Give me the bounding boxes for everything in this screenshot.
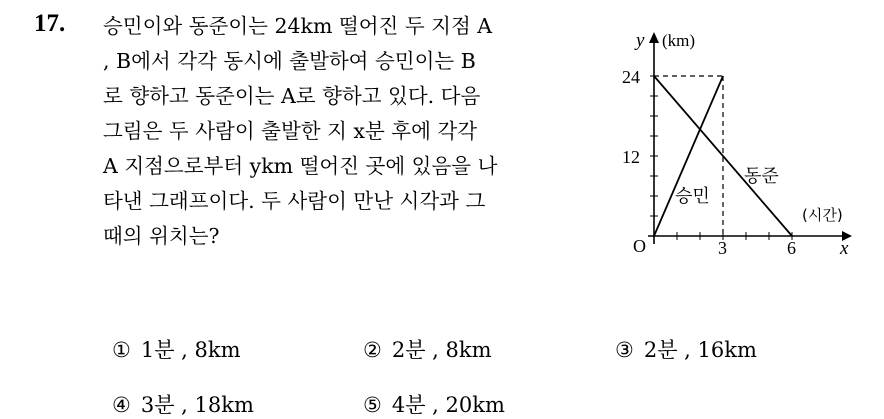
choice-mark: ⑤ bbox=[363, 393, 382, 417]
choice-5[interactable] bbox=[363, 389, 505, 419]
choice-3[interactable] bbox=[615, 334, 757, 364]
y-tick-label-24: 24 bbox=[622, 67, 640, 87]
x-axis-label: x bbox=[840, 238, 849, 259]
choice-text: 4분 , 20km bbox=[391, 393, 505, 417]
x-tick-label-6: 6 bbox=[787, 238, 796, 258]
x-axis-unit: (시간) bbox=[802, 206, 843, 224]
y-axis-arrow bbox=[649, 32, 659, 43]
y-tick-label-12: 12 bbox=[622, 147, 640, 167]
question-line: , B에서 각각 동시에 출발하여 승민이는 B bbox=[103, 49, 476, 73]
y-axis-unit: (km) bbox=[662, 31, 696, 50]
question-line: A 지점으로부터 ykm 떨어진 곳에 있음을 나 bbox=[103, 154, 498, 178]
choice-mark: ② bbox=[363, 338, 382, 362]
seungmin-label: 승민 bbox=[675, 186, 710, 207]
question-line: 승민이와 동준이는 24km 떨어진 두 지점 A bbox=[103, 14, 493, 38]
choice-text: 2분 , 16km bbox=[643, 338, 757, 362]
distance-time-graph bbox=[608, 20, 868, 270]
question-number: 17. bbox=[34, 10, 66, 37]
choice-1[interactable] bbox=[112, 334, 241, 364]
question-line: 로 향하고 동준이는 A로 향하고 있다. 다음 bbox=[103, 84, 481, 108]
seungmin-line bbox=[654, 76, 723, 236]
question-line: 그림은 두 사람이 출발한 지 x분 후에 각각 bbox=[103, 119, 478, 143]
choice-text: 1분 , 8km bbox=[140, 338, 241, 362]
choice-2[interactable] bbox=[363, 334, 492, 364]
choice-mark: ① bbox=[112, 338, 131, 362]
question-line: 타낸 그래프이다. 두 사람이 만난 시각과 그 bbox=[103, 189, 486, 213]
question-text bbox=[103, 10, 598, 255]
x-tick-label-3: 3 bbox=[718, 238, 727, 258]
dongjun-label: 동준 bbox=[744, 166, 779, 187]
origin-label: O bbox=[633, 236, 646, 256]
choice-4[interactable] bbox=[112, 389, 254, 419]
choice-text: 2분 , 8km bbox=[391, 338, 492, 362]
choice-text: 3분 , 18km bbox=[140, 393, 254, 417]
choice-mark: ③ bbox=[615, 338, 634, 362]
choice-mark: ④ bbox=[112, 393, 131, 417]
y-axis-label: y bbox=[636, 30, 645, 51]
question-line: 때의 위치는? bbox=[103, 224, 220, 248]
